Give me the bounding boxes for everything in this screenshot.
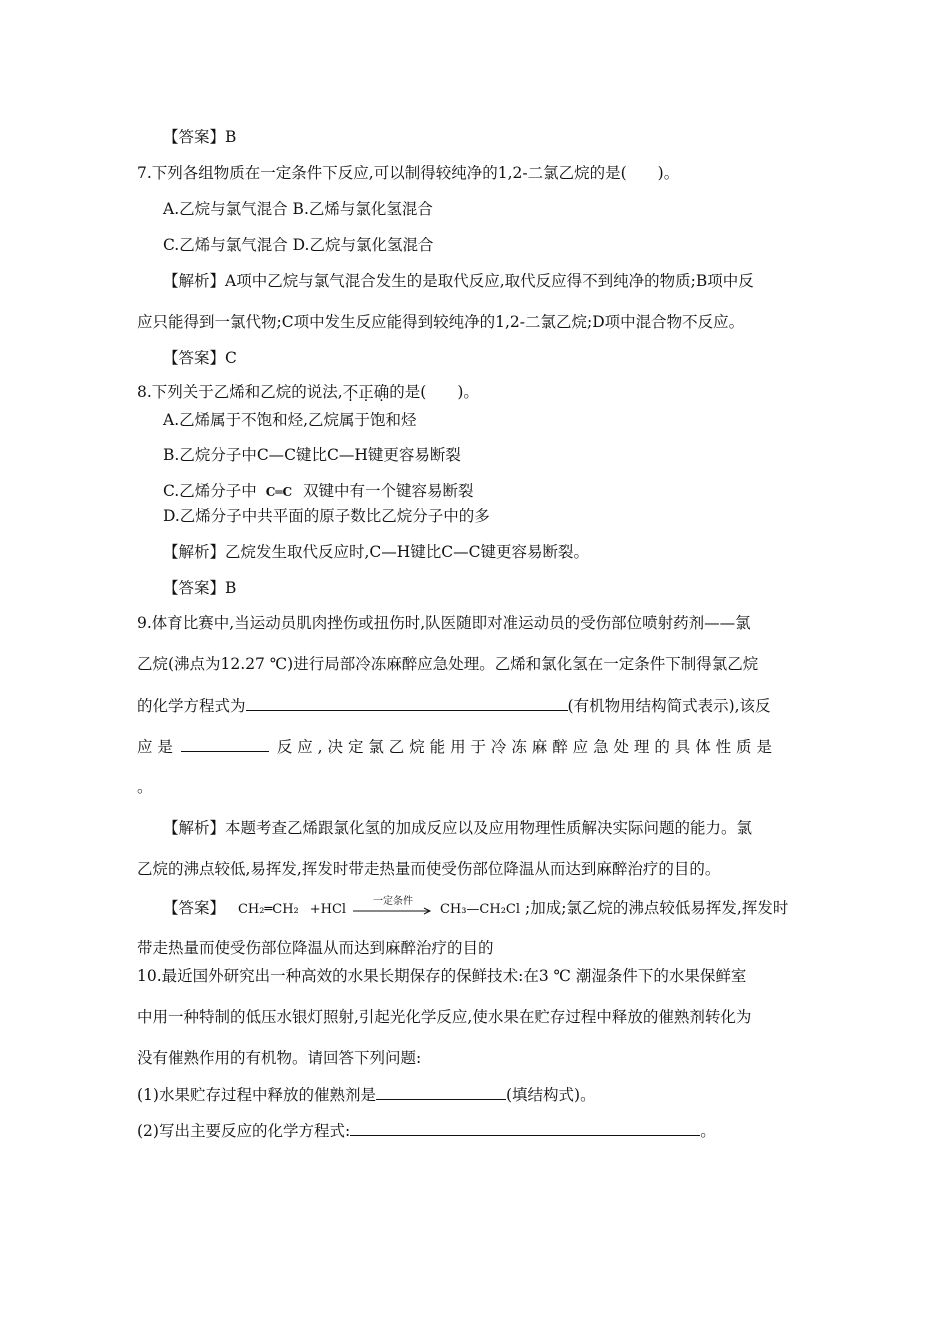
q7-options-ab: A.乙烷与氯气混合 B.乙烯与氯化氢混合 [163, 200, 433, 218]
question-9-line2: 乙烷(沸点为12.27 ℃)进行局部冷冻麻醉应急处理。乙烯和氯化氢在一定条件下制得氯乙烷 [137, 655, 759, 673]
q9-line4-pre: 应 是 [137, 738, 173, 756]
q8-text-post: 的是( )。 [389, 383, 479, 401]
question-10-line1: 10.最近国外研究出一种高效的水果长期保存的保鲜技术:在3 ℃ 潮湿条件下的水果保鲜室 [137, 967, 747, 985]
answer-9-line2: 带走热量而使受伤部位降温从而达到麻醉治疗的目的 [137, 939, 494, 957]
q9-line3-post: (有机物用结构简式表示),该反 [567, 697, 771, 715]
reaction-arrow [353, 896, 433, 919]
a9-product: CH₃—CH₂Cl [439, 902, 521, 917]
q8-explanation: 【解析】乙烷发生取代反应时,C—H键比C—C键更容易断裂。 [163, 543, 590, 561]
a9-label: 【答案】 [163, 899, 226, 917]
q9-reaction-type-blank[interactable] [181, 736, 269, 752]
q9-explanation-line1: 【解析】本题考查乙烯跟氯化氢的加成反应以及应用物理性质解决实际问题的能力。氯 [163, 819, 753, 837]
answer-6: 【答案】B [163, 128, 237, 146]
q9-line4-post: 反 应 , 决 定 氯 乙 烷 能 用 于 冷 冻 麻 醉 应 急 处 理 的 具 体 性 质 是 [276, 738, 772, 756]
q8-option-a: A.乙烯属于不饱和烃,乙烷属于饱和烃 [163, 411, 417, 429]
q8-text-pre: 8.下列关于乙烯和乙烷的说法, [137, 383, 343, 401]
a9-rest: ;加成;氯乙烷的沸点较低易挥发,挥发时 [524, 899, 789, 917]
question-10-line2: 中用一种特制的低压水银灯照射,引起光化学反应,使水果在贮存过程中释放的催熟剂转化为 [137, 1008, 752, 1026]
q8-emphasis-2: 正 [358, 383, 374, 401]
answer-7: 【答案】C [163, 349, 237, 367]
question-10-line3: 没有催熟作用的有机物。请回答下列问题: [137, 1049, 422, 1067]
q10-subquestion-1 [137, 1084, 596, 1105]
question-8 [137, 382, 479, 402]
a9-reactant-hcl: +HCl [309, 902, 347, 917]
q10-s2-pre: (2)写出主要反应的化学方程式: [137, 1122, 351, 1140]
q10-ripening-agent-blank[interactable] [376, 1084, 506, 1100]
q8-emphasis-3: 确 [373, 383, 390, 401]
q8-c-pre: C.乙烯分子中 [163, 482, 257, 500]
arrow-right-icon [353, 907, 433, 915]
q9-line3-pre: 的化学方程式为 [137, 697, 246, 715]
q10-s1-post: (填结构式)。 [505, 1086, 596, 1104]
q8-emphasis-1: 不 [342, 383, 359, 401]
q10-equation-blank[interactable] [350, 1120, 700, 1136]
q8-c-double-bond: C═C [265, 485, 293, 499]
q9-explanation-line2: 乙烷的沸点较低,易挥发,挥发时带走热量而使受伤部位降温从而达到麻醉治疗的目的。 [137, 860, 721, 878]
q9-equation-blank[interactable] [246, 695, 568, 711]
q8-option-b: B.乙烷分子中C—C键比C—H键更容易断裂 [163, 446, 461, 464]
question-9-line4 [137, 736, 772, 757]
question-7: 7.下列各组物质在一定条件下反应,可以制得较纯净的1,2-二氯乙烷的是( )。 [137, 164, 680, 182]
question-9-line1: 9.体育比赛中,当运动员肌肉挫伤或扭伤时,队医随即对准运动员的受伤部位喷射药剂——氯 [137, 614, 751, 632]
reaction-condition: 一定条件 [373, 896, 413, 907]
q7-explanation-line1: 【解析】A项中乙烷与氯气混合发生的是取代反应,取代反应得不到纯净的物质;B项中反 [163, 272, 754, 290]
a9-reactant-ethylene: CH₂═CH₂ [237, 902, 299, 917]
q10-s1-pre: (1)水果贮存过程中释放的催熟剂是 [137, 1086, 376, 1104]
q8-option-c [163, 481, 473, 502]
q10-s2-post: 。 [700, 1122, 716, 1140]
q8-c-post: 双键中有一个键容易断裂 [302, 482, 474, 500]
question-9-line5: 。 [137, 778, 153, 796]
q7-explanation-line2: 应只能得到一氯代物;C项中发生反应能得到较纯净的1,2-二氯乙烷;D项中混合物不反应。 [137, 313, 745, 331]
q7-options-cd: C.乙烯与氯气混合 D.乙烷与氯化氢混合 [163, 236, 434, 254]
answer-8: 【答案】B [163, 579, 237, 597]
answer-9-line1 [163, 898, 788, 920]
q10-subquestion-2 [137, 1120, 716, 1141]
q8-option-d: D.乙烯分子中共平面的原子数比乙烷分子中的多 [163, 507, 490, 525]
question-9-line3 [137, 695, 771, 716]
